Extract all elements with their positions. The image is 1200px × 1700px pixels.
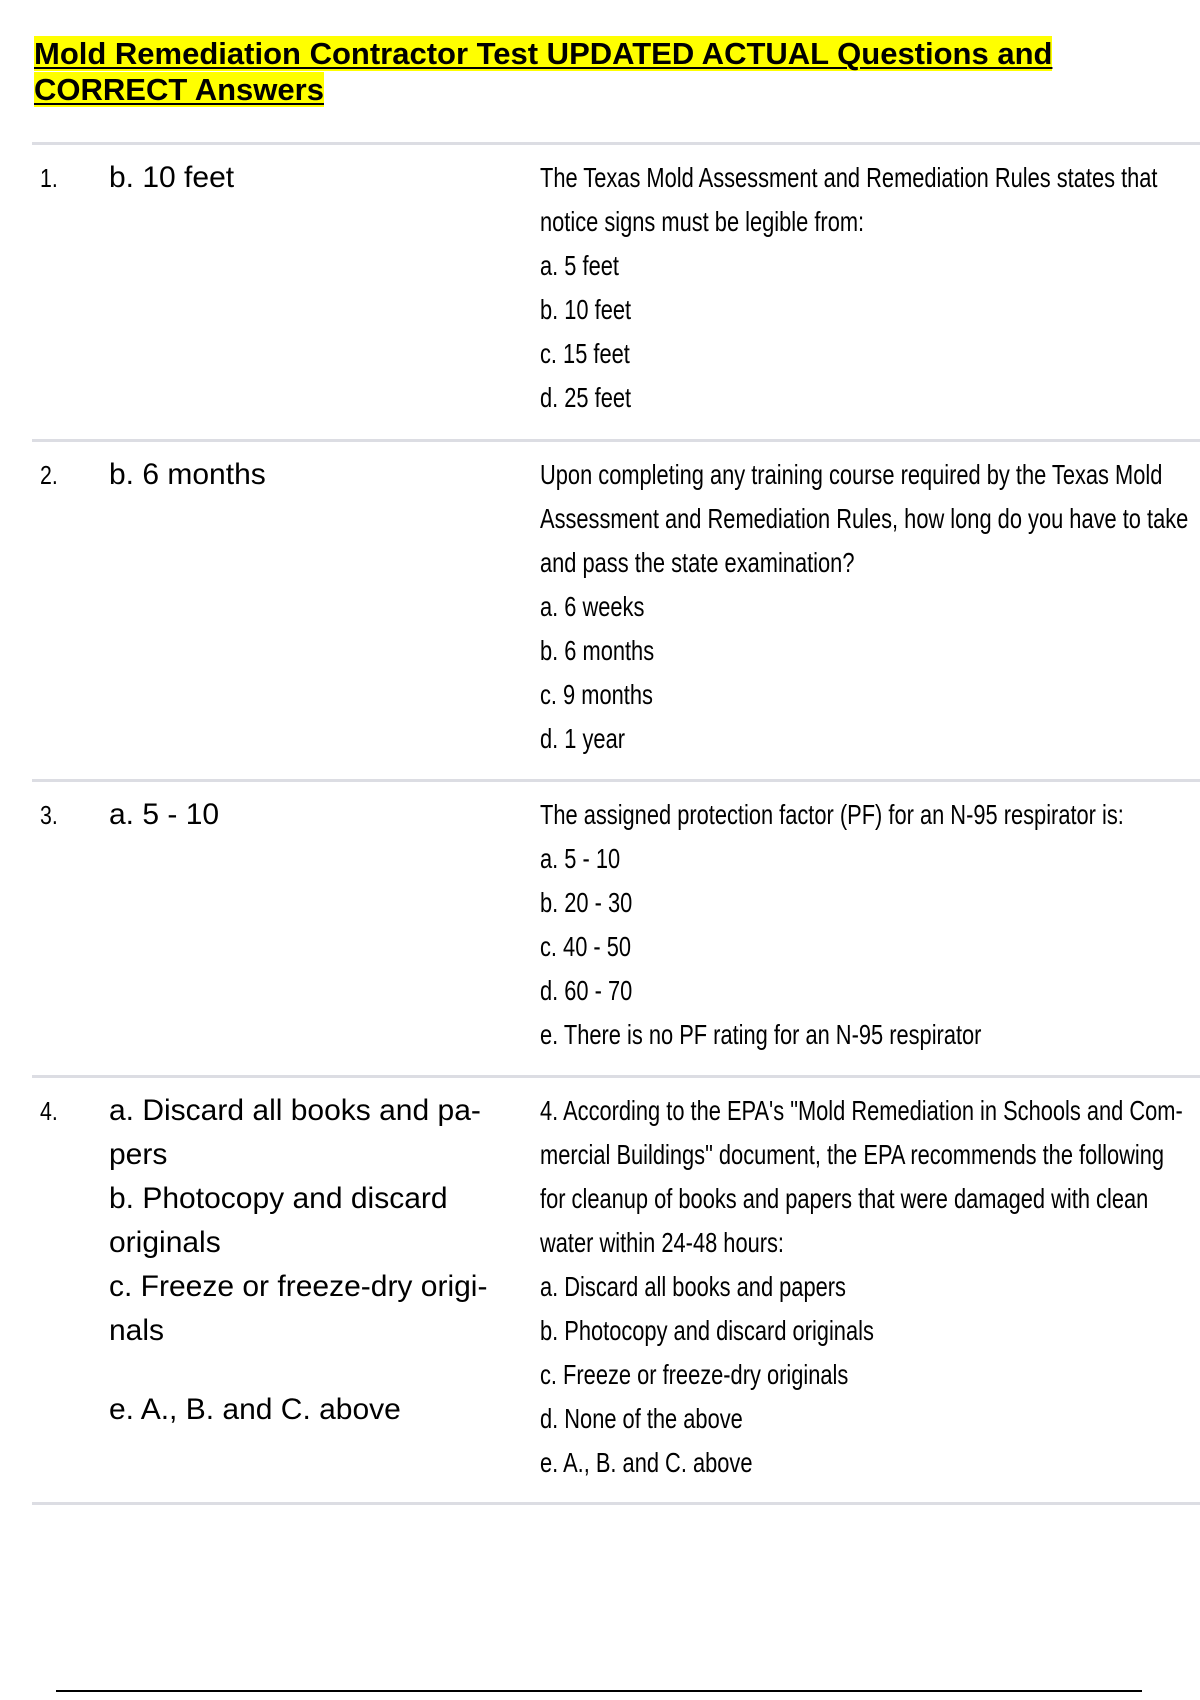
question-line: mercial Buildings" document, the EPA recommends the following [540, 1139, 1165, 1170]
answer-line: b. 10 feet [109, 161, 235, 194]
divider [32, 1502, 1200, 1505]
card-number: 3. [40, 800, 58, 830]
card-question [540, 453, 1189, 761]
option-line: c. Freeze or freeze-dry originals [540, 1359, 849, 1390]
question-line: 4. According to the EPA's "Mold Remediation in Schools and Com- [540, 1095, 1183, 1126]
card-number: 2. [40, 460, 58, 490]
answer-line: e. A., B. and C. above [109, 1393, 401, 1426]
question-line: water within 24-48 hours: [540, 1227, 785, 1258]
answer-line: pers [109, 1138, 168, 1171]
option-line: c. 15 feet [540, 338, 630, 369]
option-line: a. Discard all books and papers [540, 1271, 846, 1302]
answer-line: b. 6 months [109, 458, 266, 491]
answer-spacer [109, 1353, 529, 1388]
question-line: The Texas Mold Assessment and Remediation Rules states that [540, 162, 1158, 193]
option-line: b. 20 - 30 [540, 887, 633, 918]
title-line-2: CORRECT Answers [34, 72, 324, 107]
question-line: and pass the state examination? [540, 547, 855, 578]
question-line: The assigned protection factor (PF) for an N-95 respirator is: [540, 799, 1124, 830]
card-number: 1. [40, 163, 58, 193]
answer-line: a. 5 - 10 [109, 798, 220, 831]
card-answer [109, 156, 529, 200]
option-line: a. 5 feet [540, 250, 619, 281]
answer-line: c. Freeze or freeze-dry origi- [109, 1270, 488, 1303]
card-question [540, 156, 1158, 420]
option-line: b. 10 feet [540, 294, 632, 325]
option-line: b. 6 months [540, 635, 655, 666]
divider [32, 1075, 1200, 1078]
option-line: c. 40 - 50 [540, 931, 632, 962]
document-title [34, 36, 1174, 108]
option-line: e. There is no PF rating for an N-95 respirator [540, 1019, 982, 1050]
option-line: c. 9 months [540, 679, 653, 710]
answer-line: b. Photocopy and discard [109, 1182, 448, 1215]
answer-line: nals [109, 1314, 165, 1347]
card-number: 4. [40, 1096, 58, 1126]
footer-rule [56, 1690, 1142, 1692]
question-line: notice signs must be legible from: [540, 206, 865, 237]
card-question [540, 793, 1133, 1057]
title-line-1: Mold Remediation Contractor Test UPDATED ACTUAL Questions and [34, 36, 1053, 71]
card-answer [109, 453, 529, 497]
answer-line: originals [109, 1226, 221, 1259]
option-line: a. 5 - 10 [540, 843, 621, 874]
divider [32, 439, 1200, 442]
option-line: e. A., B. and C. above [540, 1447, 753, 1478]
card-answer [109, 793, 529, 837]
card-question [540, 1089, 1183, 1485]
option-line: d. None of the above [540, 1403, 743, 1434]
question-line: for cleanup of books and papers that were damaged with clean [540, 1183, 1149, 1214]
option-line: b. Photocopy and discard originals [540, 1315, 874, 1346]
question-line: Upon completing any training course required by the Texas Mold [540, 459, 1163, 490]
card-answer [109, 1089, 529, 1432]
option-line: d. 1 year [540, 723, 625, 754]
option-line: a. 6 weeks [540, 591, 645, 622]
divider [32, 779, 1200, 782]
option-line: d. 60 - 70 [540, 975, 633, 1006]
answer-line: a. Discard all books and pa- [109, 1094, 481, 1127]
divider [32, 142, 1200, 145]
option-line: d. 25 feet [540, 382, 632, 413]
question-line: Assessment and Remediation Rules, how long do you have to take [540, 503, 1189, 534]
